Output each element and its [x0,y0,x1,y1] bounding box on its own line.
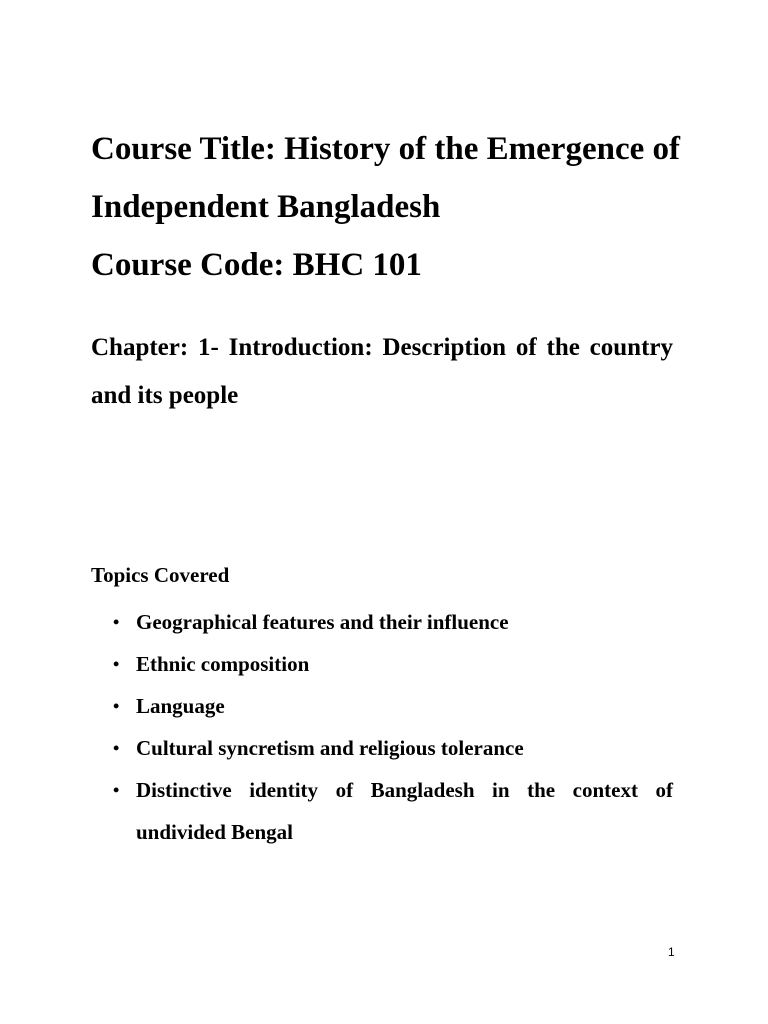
course-title-line-1: Course Title: History of the Emergence of [91,131,680,167]
bullet-icon: • [113,654,120,674]
bullet-icon: • [113,780,120,800]
course-title-block [91,120,691,294]
bullet-icon: • [113,612,120,632]
topic-text: Cultural syncretism and religious tolerance [136,736,524,760]
list-item [91,601,673,643]
topics-heading: Topics Covered [91,563,230,587]
bullet-icon: • [113,738,120,758]
list-item [91,727,673,769]
page-number: 1 [668,945,675,959]
topic-text: Geographical features and their influence [136,610,509,634]
topic-text: Ethnic composition [136,652,310,676]
chapter-heading: Chapter: 1- Introduction: Description of the country and its people [91,334,673,409]
list-item [91,685,673,727]
topic-text: Language [136,694,225,718]
topic-text: Distinctive identity of Bangladesh in the context of undivided Bengal [136,778,673,844]
list-item [91,769,673,853]
course-title-line-2: Independent Bangladesh [91,189,441,225]
topics-list [91,601,673,853]
course-code: Course Code: BHC 101 [91,247,422,283]
bullet-icon: • [113,696,120,716]
list-item [91,643,673,685]
